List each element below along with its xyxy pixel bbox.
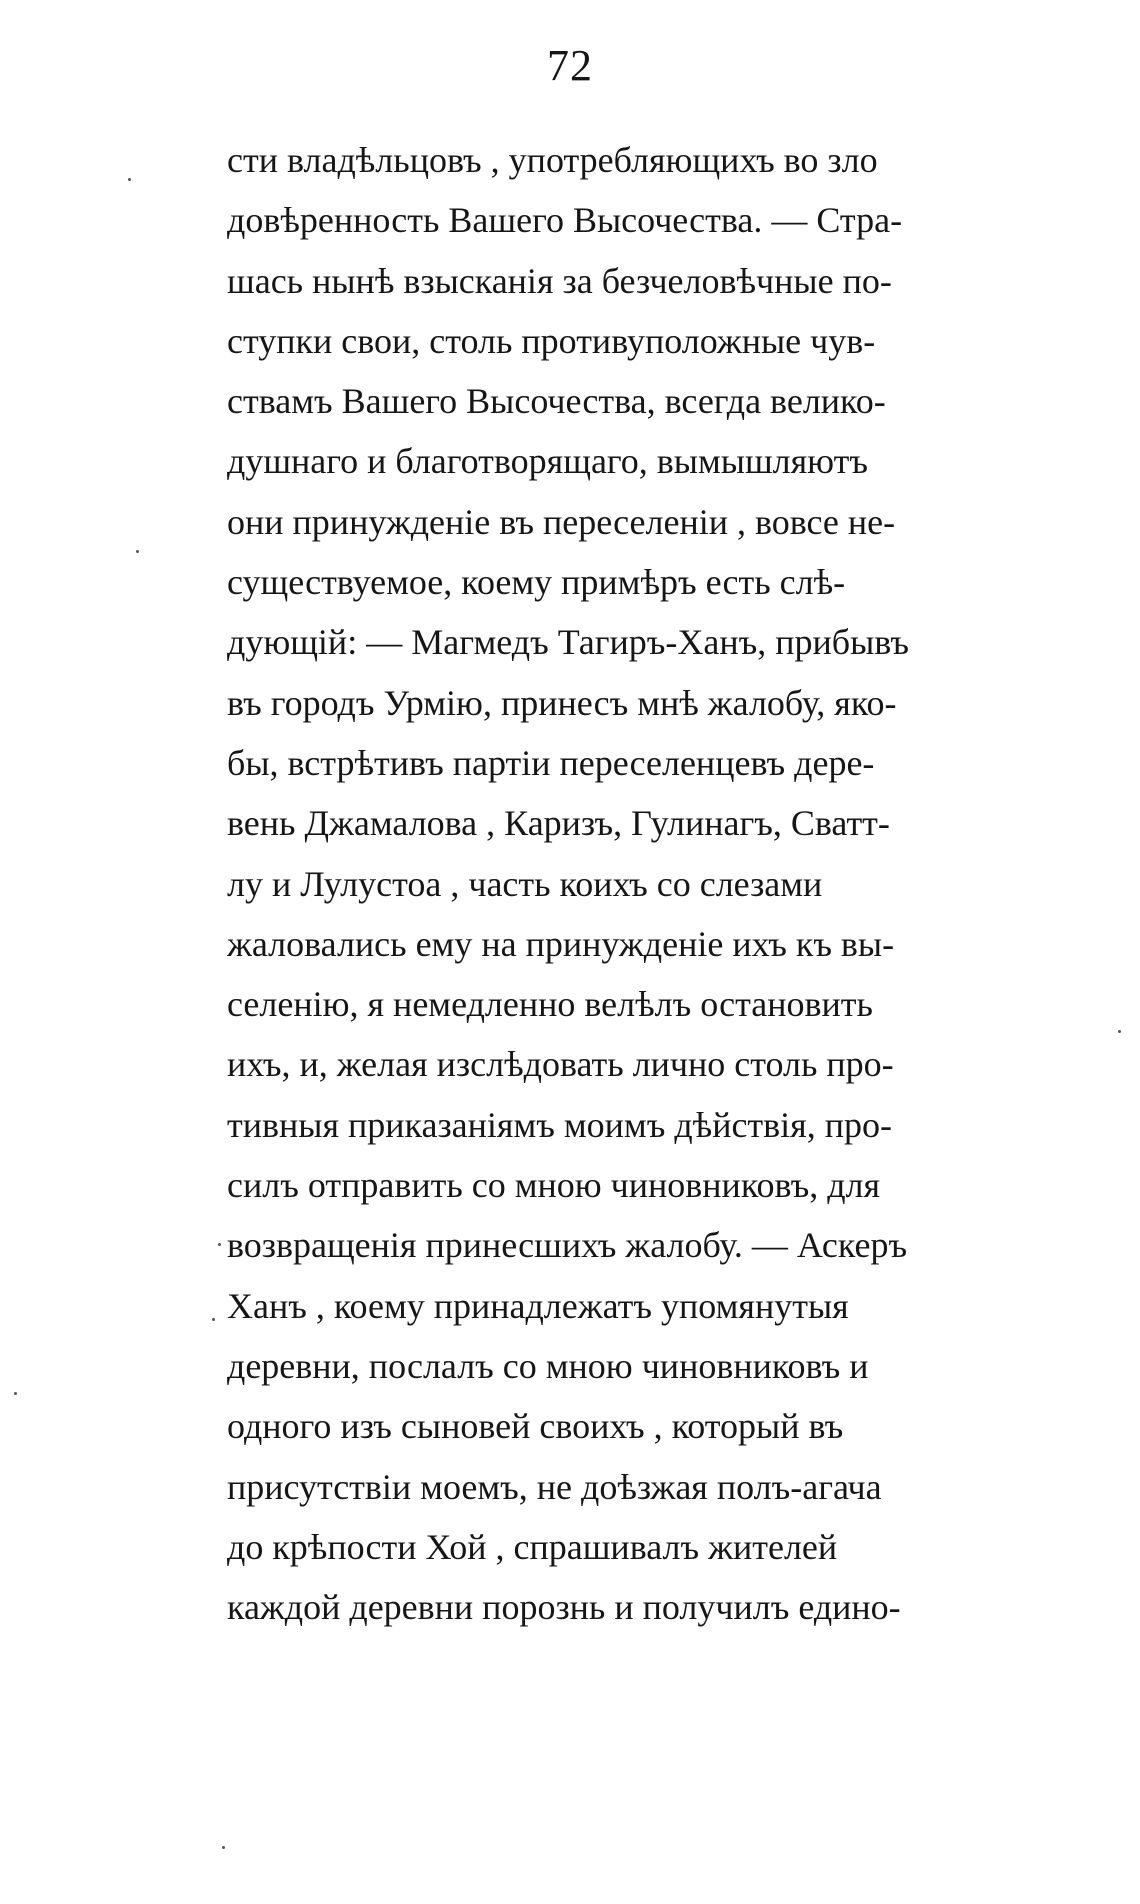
scan-speck xyxy=(14,1392,17,1395)
text-line: они принужденіе въ переселеніи , вовсе не- xyxy=(227,501,896,542)
text-line: шась нынѣ взысканія за безчеловѣчные по- xyxy=(227,260,892,301)
text-line: существуемое, коему примѣръ есть слѣ- xyxy=(227,562,846,603)
text-line: ствамъ Вашего Высочества, всегда велико- xyxy=(227,381,886,422)
text-line: ступки свои, столь противуположные чув- xyxy=(227,320,876,361)
text-line: Ханъ , коему принадлежатъ упомянутыя xyxy=(227,1285,849,1326)
text-line: до крѣпости Хой , спрашивалъ жителей xyxy=(227,1526,838,1567)
text-line: бы, встрѣтивъ партіи переселенцевъ дере- xyxy=(227,742,875,783)
scan-speck xyxy=(218,1243,221,1246)
text-line: лу и Лулустоа , часть коихъ со слезами xyxy=(227,863,823,904)
text-line: въ городъ Урмію, принесъ мнѣ жалобу, яко- xyxy=(227,682,897,723)
text-line: душнаго и благотворящаго, вымышляютъ xyxy=(227,441,868,482)
page-number: 72 xyxy=(547,41,593,90)
text-line: каждой деревни порознь и получилъ едино- xyxy=(227,1587,901,1628)
scan-speck xyxy=(128,178,131,181)
text-line: ихъ, и, желая изслѣдовать лично столь про- xyxy=(227,1044,894,1085)
body-text xyxy=(227,130,1087,1637)
scan-speck xyxy=(1118,1030,1121,1033)
text-line: дующій: — Магмедъ Тагиръ-Ханъ, прибывъ xyxy=(227,622,910,663)
text-line: возвращенія принесшихъ жалобу. — Аскеръ xyxy=(227,1225,908,1266)
text-line: вень Джамалова , Каризъ, Гулинагъ, Сватт- xyxy=(227,803,890,844)
text-line: силъ отправить со мною чиновниковъ, для xyxy=(227,1165,881,1206)
scan-speck xyxy=(222,1846,225,1849)
text-line: довѣренность Вашего Высочества. — Стра- xyxy=(227,200,903,241)
text-line: сти владѣльцовъ , употребляющихъ во зло xyxy=(227,140,878,180)
text-line: селенію, я немедленно велѣлъ остановить xyxy=(227,984,873,1025)
text-line: присутствіи моемъ, не доѣзжая полъ-агача xyxy=(227,1466,882,1507)
scan-speck xyxy=(212,1318,215,1321)
text-line: деревни, послалъ со мною чиновниковъ и xyxy=(227,1345,869,1386)
text-line: одного изъ сыновей своихъ , который въ xyxy=(227,1406,844,1447)
text-line: жаловались ему на принужденіе ихъ къ вы- xyxy=(227,923,895,964)
text-line: тивныя приказаніямъ моимъ дѣйствія, про- xyxy=(227,1104,892,1145)
scan-speck xyxy=(136,550,139,553)
